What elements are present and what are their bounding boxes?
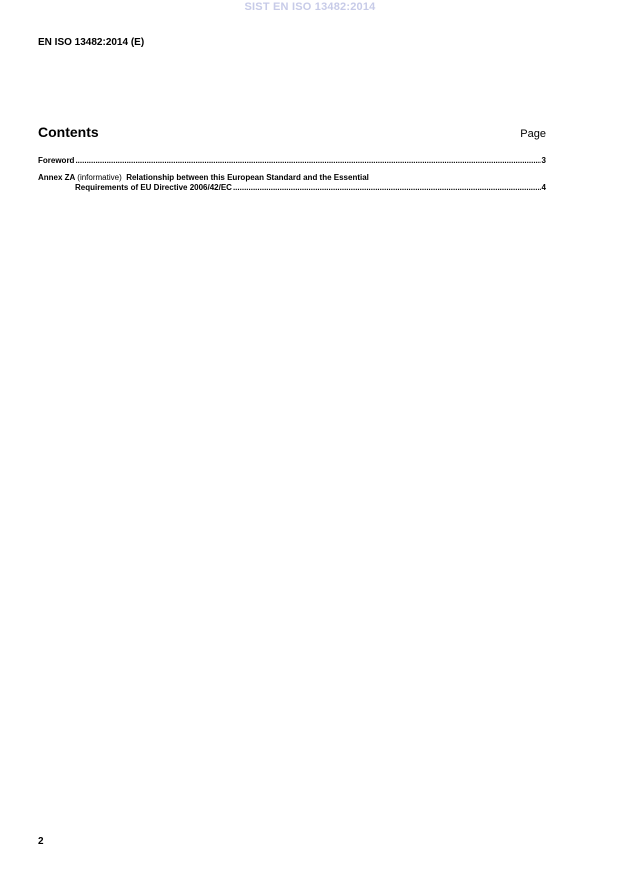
toc-entry-page: 4 <box>541 183 546 192</box>
page-column-label: Page <box>520 128 546 140</box>
contents-header <box>38 124 546 140</box>
table-of-contents <box>38 156 546 193</box>
annex-title-line1: Relationship between this European Standard and the Essential <box>126 173 369 182</box>
dot-leader <box>75 156 540 166</box>
toc-entry-annex-za[interactable] <box>38 173 546 193</box>
page-number: 2 <box>38 836 44 847</box>
contents-title: Contents <box>38 124 99 140</box>
toc-entry-page: 3 <box>541 156 546 165</box>
annex-title-line2: Requirements of EU Directive 2006/42/EC <box>75 183 232 192</box>
dot-leader <box>233 183 541 193</box>
document-identifier: EN ISO 13482:2014 (E) <box>38 37 145 48</box>
toc-entry-foreword[interactable] <box>38 156 546 166</box>
watermark: SIST EN ISO 13482:2014 <box>244 1 376 13</box>
toc-entry-label: Foreword <box>38 156 75 165</box>
annex-prefix: Annex ZA <box>38 173 76 182</box>
annex-qualifier: (informative) <box>77 173 122 182</box>
toc-entry-annex-line1 <box>38 173 369 183</box>
